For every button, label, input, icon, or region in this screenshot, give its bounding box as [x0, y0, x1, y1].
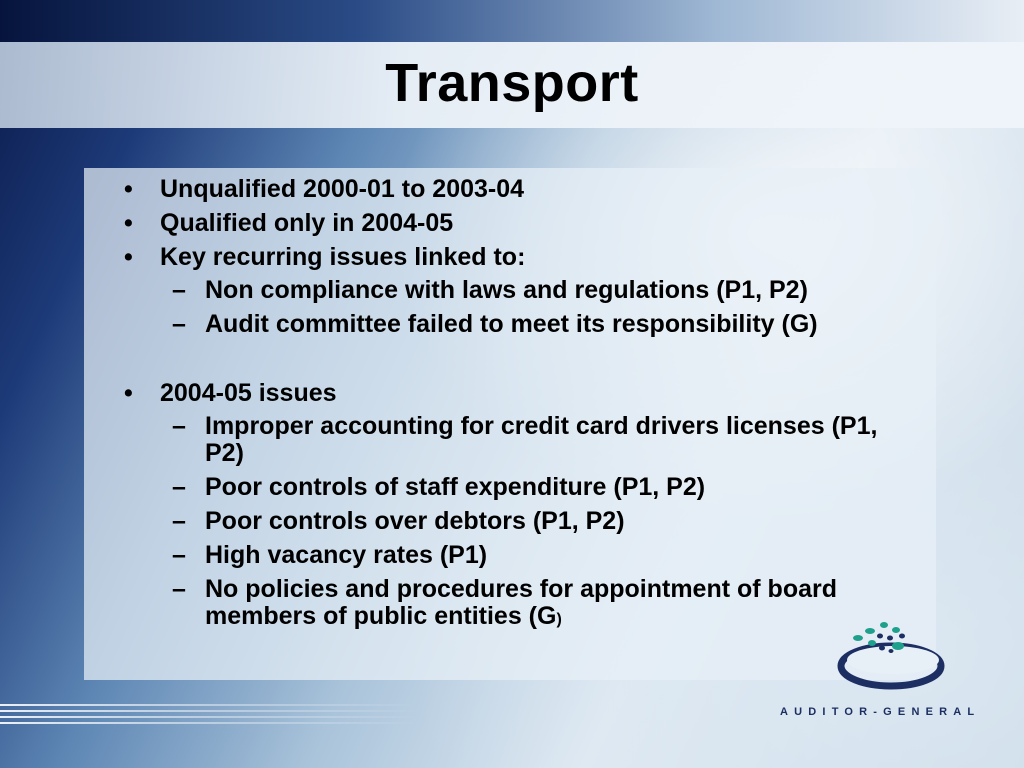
dash-marker: –	[172, 412, 186, 440]
dash-marker: –	[172, 575, 186, 603]
bullet-text: Key recurring issues linked to:	[160, 243, 526, 271]
bullet-item	[110, 240, 910, 342]
sub-bullet-item	[160, 410, 910, 471]
auditor-general-wordmark: AUDITOR-GENERAL	[780, 706, 981, 718]
sub-bullet-item	[160, 308, 910, 342]
dash-marker: –	[172, 541, 186, 569]
sub-bullet-item	[160, 573, 910, 637]
sub-bullet-item	[160, 274, 910, 308]
slide-title: Transport	[385, 53, 639, 113]
spacer	[110, 342, 910, 376]
decorative-stripes	[0, 704, 420, 732]
auditor-general-logo-icon	[836, 616, 946, 694]
dash-marker: –	[172, 276, 186, 304]
bullet-item	[110, 172, 910, 206]
sub-bullet-item	[160, 505, 910, 539]
sub-bullet-text: No policies and procedures for appointment of board members of public entities (G	[205, 575, 837, 630]
sub-bullet-text: Non compliance with laws and regulations (P1, P2)	[205, 276, 808, 304]
dash-marker: –	[172, 507, 186, 535]
bullet-text: Unqualified 2000-01 to 2003-04	[160, 175, 525, 203]
sub-bullet-text: High vacancy rates (P1)	[205, 541, 488, 569]
dash-marker: –	[172, 310, 186, 338]
sub-bullet-text-tail: )	[556, 611, 562, 628]
sub-bullet-item	[160, 471, 910, 505]
sub-bullet-list	[160, 410, 910, 637]
sub-bullet-text: Poor controls of staff expenditure (P1, P2)	[205, 473, 706, 501]
sub-bullet-text: Poor controls over debtors (P1, P2)	[205, 507, 625, 535]
sub-bullet-item	[160, 539, 910, 573]
bullet-item	[110, 376, 910, 637]
bullet-marker: •	[124, 175, 133, 203]
sub-bullet-text: Audit committee failed to meet its responsibility (G)	[205, 310, 818, 338]
bullet-list	[110, 172, 910, 637]
bullet-text: 2004-05 issues	[160, 379, 337, 407]
bullet-marker: •	[124, 379, 133, 407]
bullet-marker: •	[124, 209, 133, 237]
sub-bullet-list	[160, 274, 910, 342]
bullet-item	[110, 206, 910, 240]
bullet-text: Qualified only in 2004-05	[160, 209, 454, 237]
sub-bullet-text: Improper accounting for credit card drivers licenses (P1, P2)	[205, 412, 878, 467]
bullet-marker: •	[124, 243, 133, 271]
dash-marker: –	[172, 473, 186, 501]
header-band	[0, 0, 1024, 42]
